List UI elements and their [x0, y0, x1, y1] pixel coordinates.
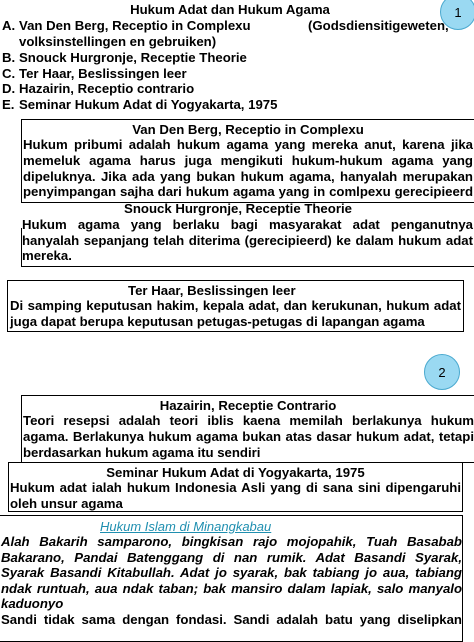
minang-box [0, 515, 463, 642]
snouck-title: Snouck Hurgronje, Receptie Theorie [124, 201, 352, 216]
vandenberg-title: Van Den Berg, Receptio in Complexu [132, 122, 364, 137]
minang-line: ndak runtuah, aua ndak taban; bak mansiro dalam lapiak, salo manyalo [1, 580, 462, 596]
snouck-body [22, 217, 473, 264]
seminar-box [8, 462, 463, 512]
outline-text: Seminar Hukum Adat di Yogyakarta, 1975 [19, 96, 278, 112]
seminar-line: Hukum adat ialah hukum Indonesia Asli yang di sana sini dipengaruhi [10, 480, 461, 496]
page-number-badge [424, 354, 460, 390]
outline-title: Hukum Adat dan Hukum Agama [130, 2, 330, 17]
terhaar-line: Di samping keputusan hakim, kepala adat, dan kerukunan, hukum adat [10, 298, 461, 314]
hazairin-line: agama. Berlakunya hukum agama bukan atas dasar hukum adat, tetapi [23, 429, 474, 444]
outline-marker: D. [2, 81, 16, 97]
outline-item-b [2, 50, 454, 66]
hazairin-line: berdasarkan hukum agama itu sendiri [23, 444, 261, 460]
outline-text: Ter Haar, Beslissingen leer [19, 65, 187, 81]
outline-list [2, 18, 454, 112]
outline-item-a [2, 18, 454, 34]
minang-line: Alah Bakarih samparono, bingkisan rajo mojopahik, Tuah Basabab [1, 534, 462, 549]
outline-marker: C. [2, 65, 16, 81]
outline-text: Van Den Berg, Receptio in Complexu [19, 18, 251, 33]
minang-line: Syarak Basandi Kitabullah. Adat jo syarak, bak tabiang jo aua, tabiang [1, 565, 462, 581]
seminar-line: oleh unsur agama [10, 496, 123, 511]
outline-item-e [2, 97, 454, 113]
outline-text: Hazairin, Receptio contrario [19, 81, 195, 97]
seminar-title: Seminar Hukum Adat di Yogyakarta, 1975 [106, 465, 365, 480]
page-number-label: 2 [438, 364, 446, 380]
vandenberg-line: Hukum pribumi adalah hukum agama yang mereka anut, karena jika [23, 137, 473, 153]
hazairin-line: Teori resepsi adalah teori iblis kaena memilah berlakunya hukum [23, 413, 474, 429]
hazairin-box [21, 395, 474, 463]
outline-text: Snouck Hurgronje, Receptie Theorie [19, 50, 247, 65]
minang-line: Sandi tidak sama dengan fondasi. Sandi adalah batu yang diselipkan [1, 611, 462, 627]
snouck-line: mereka. [22, 248, 72, 264]
snouck-line: hanyalah sepanjang telah diterima (gerecipieerd) ke dalam hukum adat [22, 232, 473, 248]
outline-text: volksinstellingen en gebruiken) [19, 34, 217, 49]
minang-title: Hukum Islam di Minangkabau [100, 519, 272, 534]
snouck-line: Hukum agama yang berlaku bagi masyarakat adat penganutnya [22, 217, 473, 232]
outline-extra: (Godsdiensitigeweten, [308, 18, 449, 33]
terhaar-line: juga dapat berupa keputusan petugas-petugas di lapangan agama [10, 314, 425, 329]
outline-marker: B. [2, 50, 16, 65]
minang-line: kaduonyo [1, 596, 64, 612]
outline-item-a-cont [2, 34, 454, 50]
outline-marker: A. [2, 18, 16, 33]
outline-item-c [2, 66, 454, 82]
vandenberg-box [21, 119, 474, 203]
page-number-label: 1 [454, 4, 462, 20]
vandenberg-line: memeluk agama harus juga mengikuti hukum-hukum agama yang [23, 153, 473, 168]
terhaar-box [7, 280, 464, 332]
hazairin-title: Hazairin, Receptie Contrario [159, 398, 337, 413]
minang-line: Bakarano, Pandai Batenggang di nan rumik. Adat Basandi Syarak, [1, 549, 462, 565]
vandenberg-line: dipeluknya. Jika ada yang bukan hukum agama, hanyalah merupakan [23, 168, 473, 184]
outline-marker: E. [2, 96, 15, 112]
outline-item-d [2, 81, 454, 97]
vandenberg-line: penyimpangan sajha dari hukum agama yang in comlpexu gerecipieerd [23, 184, 473, 200]
terhaar-title: Ter Haar, Beslissingen leer [128, 283, 296, 298]
